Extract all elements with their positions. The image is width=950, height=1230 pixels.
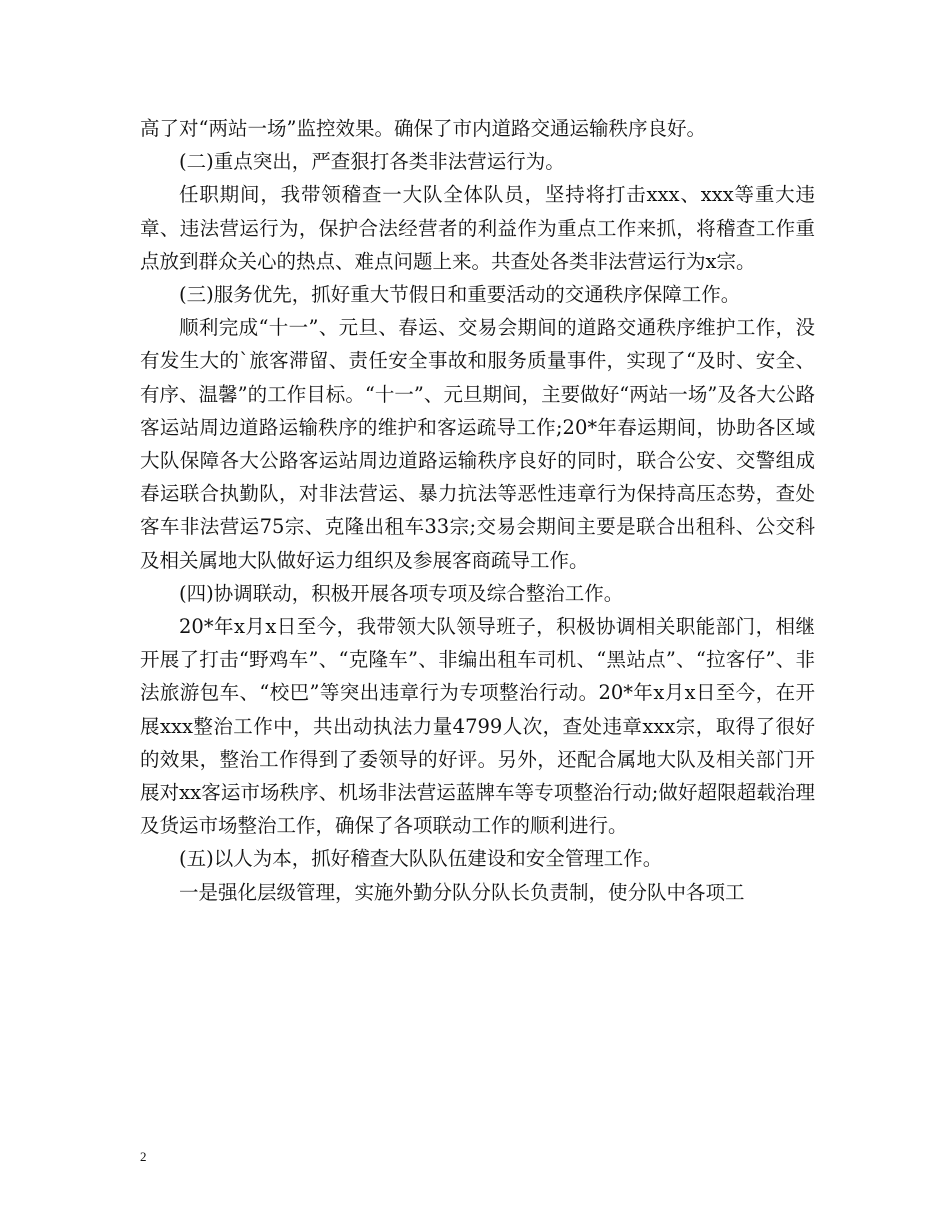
paragraph: 一是强化层级管理，实施外勤分队分队长负责制，使分队中各项工 (179, 880, 745, 904)
page-number: 2 (140, 1149, 147, 1164)
paragraph: 20*年x月x日至今，我带领大队领导班子，积极协调相关职能部门，相继开展了打击“野鸡车”、“克隆车”、非编出租车司机、“黑站点”、“拉客仔”、非法旅游包车、“校巴”等突出违章行为专项整治行动。20*年x月x日至今，在开展xxx整治工作中，共出动执法力量4799人次，查处违章xxx宗，取得了很好的效果，整治工作得到了委领导的好评。另外，还配合属地大队及相关部门开展对xx客运市场秩序、机场非法营运蓝牌车等专项整治行动;做好超限超载治理及货运市场整治工作，确保了各项联动工作的顺利进行。 (140, 615, 815, 838)
section-heading-2: (二)重点突出，严查狠打各类非法营运行为。 (179, 150, 565, 174)
paragraph-continuation: 高了对“两站一场”监控效果。确保了市内道路交通运输秩序良好。 (140, 117, 706, 140)
section-heading-4: (四)协调联动，积极开展各项专项及综合整治工作。 (179, 581, 624, 605)
document-body (140, 112, 815, 909)
section-heading-5: (五)以人为本，抓好稽查大队队伍建设和安全管理工作。 (179, 847, 663, 871)
paragraph: 任职期间，我带领稽查一大队全体队员，坚持将打击xxx、xxx等重大违章、违法营运行为，保护合法经营者的利益作为重点工作来抓，将稽查工作重点放到群众关心的热点、难点问题上来。共查处各类非法营运行为x宗。 (140, 183, 815, 273)
paragraph: 顺利完成“十一”、元旦、春运、交易会期间的道路交通秩序维护工作，没有发生大的`旅客滞留、责任安全事故和服务质量事件，实现了“及时、安全、有序、温馨”的工作目标。“十一”、元旦期间，主要做好“两站一场”及各大公路客运站周边道路运输秩序的维护和客运疏导工作;20*年春运期间，协助各区域大队保障各大公路客运站周边道路运输秩序良好的同时，联合公安、交警组成春运联合执勤队，对非法营运、暴力抗法等恶性违章行为保持高压态势，查处客车非法营运75宗、克隆出租车33宗;交易会期间主要是联合出租科、公交科及相关属地大队做好运力组织及参展客商疏导工作。 (140, 316, 815, 572)
section-heading-3: (三)服务优先，抓好重大节假日和重要活动的交通秩序保障工作。 (179, 283, 741, 307)
